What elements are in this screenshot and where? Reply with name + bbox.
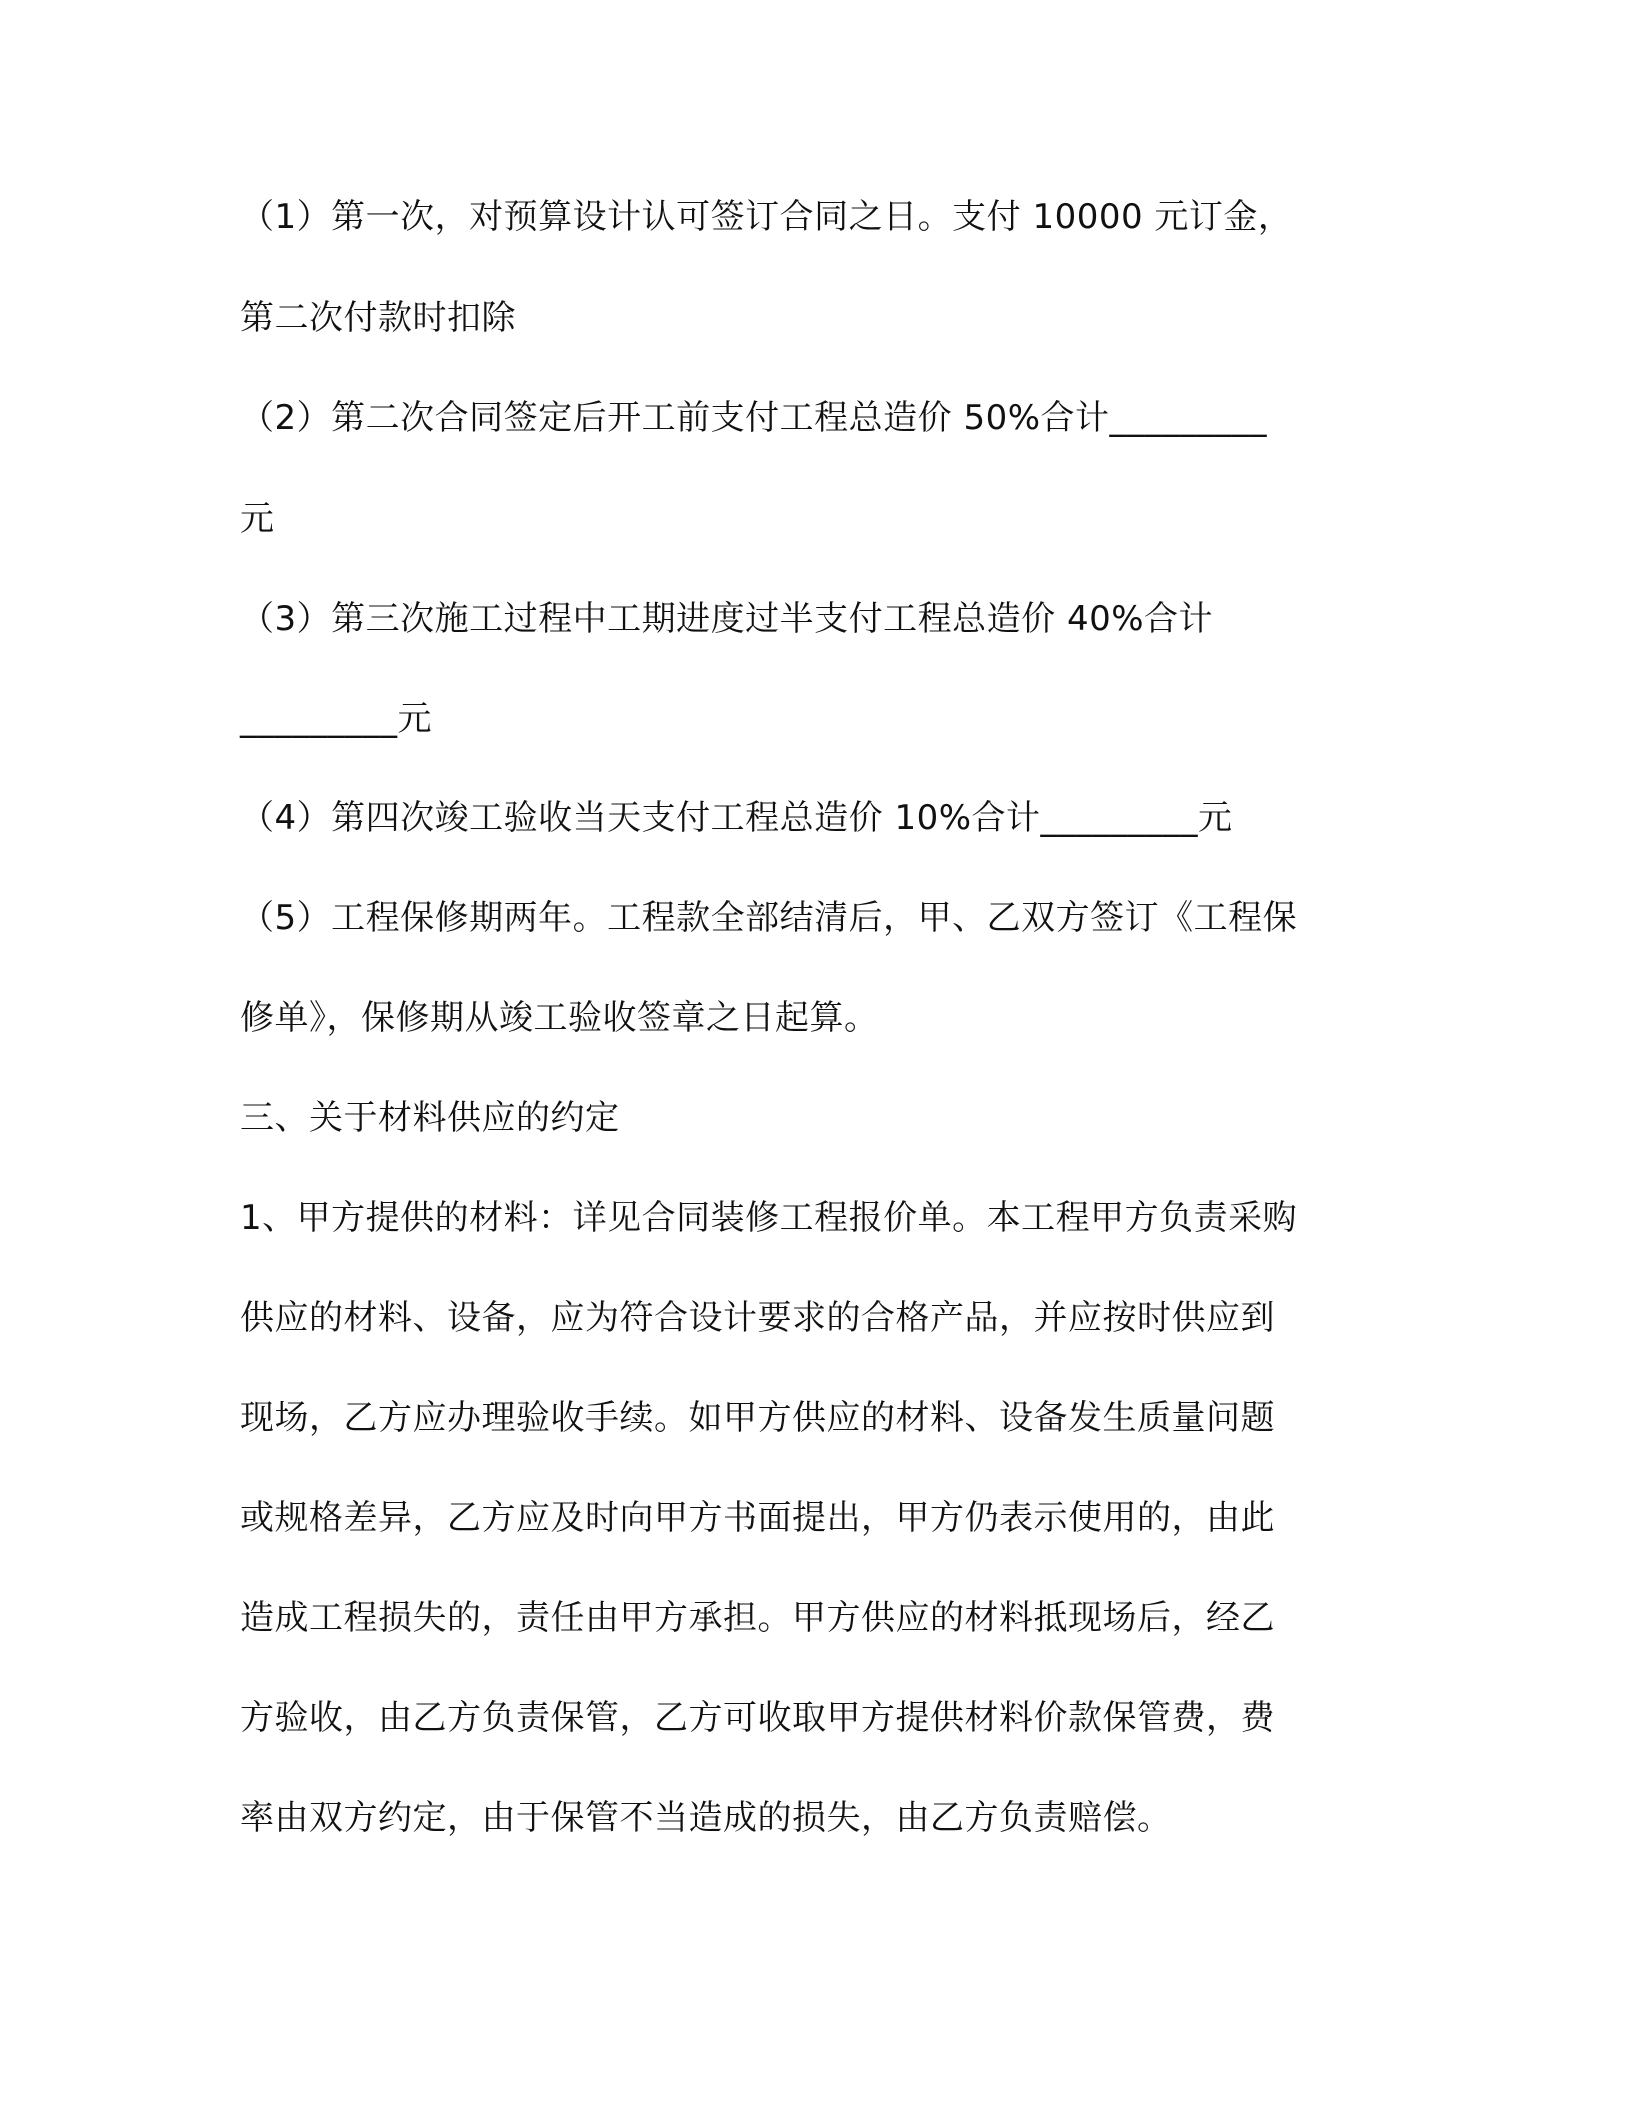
- materials-paragraph-line-3: 现场，乙方应办理验收手续。如甲方供应的材料、设备发生质量问题: [240, 1398, 1275, 1438]
- payment-item-4-line: （4）第四次竣工验收当天支付工程总造价 10%合计_________元: [240, 798, 1233, 838]
- payment-item-2-line-2: 元: [240, 499, 275, 539]
- materials-paragraph-line-1: 1、甲方提供的材料：详见合同装修工程报价单。本工程甲方负责采购: [240, 1198, 1298, 1238]
- payment-item-3-line-1: （3）第三次施工过程中工期进度过半支付工程总造价 40%合计: [240, 599, 1214, 639]
- materials-paragraph-line-7: 率由双方约定，由于保管不当造成的损失，由乙方负责赔偿。: [240, 1798, 1172, 1838]
- section-heading-materials: 三、关于材料供应的约定: [240, 1098, 620, 1138]
- materials-paragraph-line-6: 方验收，由乙方负责保管，乙方可收取甲方提供材料价款保管费，费: [240, 1698, 1275, 1738]
- materials-paragraph-line-5: 造成工程损失的，责任由甲方承担。甲方供应的材料抵现场后，经乙: [240, 1598, 1275, 1638]
- payment-item-5-line-2: 修单》，保修期从竣工验收签章之日起算。: [240, 998, 879, 1038]
- materials-paragraph-line-2: 供应的材料、设备，应为符合设计要求的合格产品，并应按时供应到: [240, 1298, 1275, 1338]
- payment-item-5-line-1: （5）工程保修期两年。工程款全部结清后，甲、乙双方签订《工程保: [240, 898, 1298, 938]
- payment-item-3-line-2: _________元: [240, 699, 432, 739]
- payment-item-2-line-1: （2）第二次合同签定后开工前支付工程总造价 50%合计_________: [240, 398, 1268, 438]
- payment-item-1-line-1: （1）第一次，对预算设计认可签订合同之日。支付 10000 元订金，: [240, 197, 1293, 237]
- materials-paragraph-line-4: 或规格差异，乙方应及时向甲方书面提出，甲方仍表示使用的，由此: [240, 1498, 1275, 1538]
- payment-item-1-line-2: 第二次付款时扣除: [240, 298, 516, 338]
